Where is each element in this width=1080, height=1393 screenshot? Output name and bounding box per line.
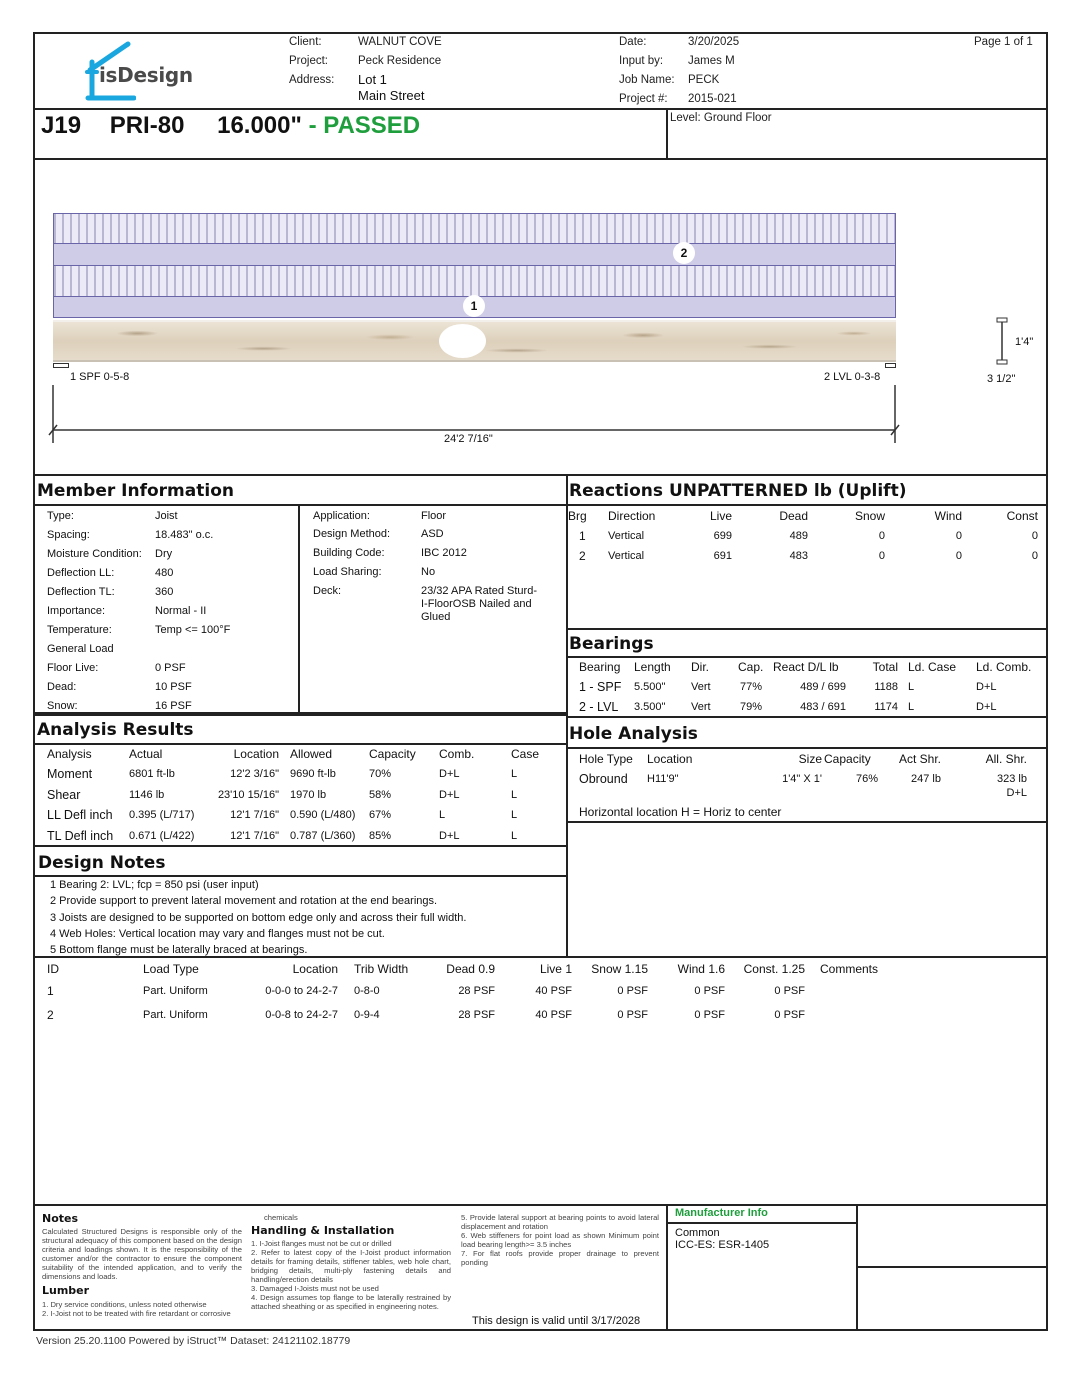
hole-cell: 247 lb [911, 773, 941, 785]
design-note: 1 Bearing 2: LVL; fcp = 850 psi (user input) [50, 879, 259, 891]
reaction-cell: Vertical [608, 550, 645, 562]
design-note: 5 Bottom flange must be laterally braced at bearings. [50, 944, 308, 957]
analysis-rule [33, 743, 568, 745]
hole-note: Horizontal location H = Horiz to center [579, 805, 782, 819]
reaction-cell: Vertical [608, 530, 645, 542]
member-info-value: 18.483" o.c. [155, 529, 214, 541]
member-depth: 16.000" [217, 112, 302, 139]
reaction-cell: 691 [713, 550, 732, 562]
member-info-value: Glued [421, 611, 451, 623]
analysis-cell: 0.395 (L/717) [129, 809, 195, 821]
bearing-cell: 3.500" [634, 701, 666, 713]
member-info-value: 480 [155, 567, 174, 579]
analysis-cell: D+L [439, 829, 460, 842]
chemicals-text: chemicals [264, 1213, 298, 1222]
member-info-rule [33, 504, 568, 506]
version-line: Version 25.20.1100 Powered by iStruct™ Dataset: 24121102.18779 [36, 1335, 351, 1347]
title-divider [666, 108, 668, 160]
job-name-label: Job Name: [619, 74, 675, 86]
analysis-cell: 1970 lb [290, 788, 327, 801]
hole-header: Capacity [824, 752, 871, 766]
hole-header: Hole Type [579, 752, 633, 766]
load-band-1-hatch [53, 265, 896, 297]
handling-item-2: 2. Refer to latest copy of the I-Joist product information details for framing details, stiffener tables, web hole chart, bridging details, multi-ply fastening details and handling/erection details [251, 1248, 451, 1284]
project-value: Peck Residence [358, 55, 442, 67]
analysis-cell: 0.671 (L/422) [129, 829, 195, 842]
member-info-label: Dead: [47, 681, 77, 693]
load-cell: Part. Uniform [143, 1009, 208, 1021]
address-line-1: Lot 1 [358, 72, 387, 87]
address-label: Address: [289, 74, 335, 86]
load-marker-2: 2 [673, 242, 695, 264]
reaction-cell: 699 [713, 530, 732, 542]
bearing-cell: 5.500" [634, 681, 666, 693]
analysis-cell: 9690 ft-lb [290, 768, 336, 780]
member-info-label: Importance: [47, 605, 106, 617]
load-cell: 0-8-0 [354, 985, 380, 997]
analysis-cell: 85% [369, 829, 392, 842]
bearing-right-icon [885, 363, 896, 368]
loads-header: Comments [820, 962, 879, 976]
load-cell: 0 PSF [694, 1009, 725, 1021]
section-ijoist-icon [996, 317, 1010, 365]
load-cell: 0-9-4 [354, 1009, 380, 1021]
loads-header: Const. 1.25 [743, 962, 805, 976]
analysis-cell: 6801 ft-lb [129, 768, 175, 780]
analysis-header: Capacity [369, 747, 416, 761]
load-cell: 28 PSF [458, 1009, 495, 1021]
hole-cell: 76% [855, 773, 878, 785]
load-cell: 0 PSF [694, 985, 725, 997]
lumber-title: Lumber [42, 1284, 90, 1297]
bearings-header: Ld. Case [908, 660, 957, 674]
hole-header: All. Shr. [985, 752, 1027, 766]
member-info-value: Normal - II [155, 605, 207, 617]
reactions-header: Live [709, 509, 732, 523]
analysis-cell: 0.787 (L/360) [290, 829, 356, 842]
member-info-label: Type: [47, 510, 74, 522]
analysis-cell: 23'10 15/16" [217, 788, 279, 801]
load-cell: 0 PSF [617, 985, 648, 997]
manufacturer-rule [666, 1222, 858, 1224]
member-title [41, 113, 420, 139]
load-cell: 40 PSF [535, 985, 572, 997]
reaction-cell: 489 [789, 530, 808, 542]
date-label: Date: [619, 36, 647, 48]
analysis-cell: 1146 lb [129, 788, 165, 801]
member-info-value: Temp <= 100°F [155, 624, 231, 636]
member-product: PRI-80 [109, 112, 185, 139]
analysis-cell: 0.590 (L/480) [290, 809, 356, 821]
hole-cell: 1'4" X 1' [782, 773, 822, 785]
analysis-cell: L [511, 829, 518, 842]
load-cell: 0 PSF [617, 1009, 648, 1021]
bearings-rule [566, 656, 1048, 658]
bearing-cell: 483 / 691 [800, 701, 846, 713]
bearings-header: Bearing [579, 660, 621, 674]
hole-header: Size [798, 752, 822, 766]
member-info-label: Temperature: [47, 624, 112, 636]
member-info-value: 360 [155, 586, 174, 598]
member-info-label: Deflection TL: [47, 586, 115, 598]
member-info-label: Building Code: [313, 547, 385, 559]
bearing-cell: 1188 [874, 681, 898, 693]
client-value: WALNUT COVE [358, 36, 442, 48]
loads-header: Load Type [143, 962, 199, 976]
hole-cell: Obround [579, 772, 628, 786]
design-note: 2 Provide support to prevent lateral movement and rotation at the end bearings. [50, 895, 438, 908]
handling-item-7: 7. For flat roofs provide proper drainage to prevent ponding [461, 1249, 659, 1267]
analysis-cell: D+L [439, 788, 460, 801]
load-cell: 0-0-0 to 24-2-7 [265, 985, 338, 997]
reactions-header: Wind [934, 509, 962, 523]
lumber-item-2: 2. I-Joist not to be treated with fire retardant or corrosive [42, 1309, 231, 1318]
member-info-label: Deflection LL: [47, 567, 115, 579]
reaction-cell: 483 [789, 550, 808, 562]
footer-more-col [461, 1213, 659, 1267]
member-info-label: Floor Live: [47, 662, 99, 674]
handling-title: Handling & Installation [251, 1224, 395, 1237]
reaction-cell: 2 [579, 549, 586, 563]
reaction-cell: 1 [579, 529, 586, 543]
analysis-header: Allowed [290, 747, 333, 761]
valid-until: This design is valid until 3/17/2028 [472, 1315, 641, 1327]
member-info-label: General Load [47, 643, 114, 655]
bearing-cell: L [908, 681, 915, 693]
address-line-2: Main Street [358, 88, 425, 103]
bearing-left-label: 1 SPF 0-5-8 [70, 371, 130, 383]
reactions-header: Dead [779, 509, 808, 523]
loads-header: ID [47, 962, 59, 976]
loads-header: Wind 1.6 [677, 962, 725, 976]
loads-header: Dead 0.9 [446, 962, 495, 976]
load-cell: 28 PSF [458, 985, 495, 997]
analysis-title: Analysis Results [37, 720, 194, 740]
loads-header: Trib Width [354, 962, 409, 976]
member-info-value: Floor [421, 510, 447, 522]
load-band-2 [53, 243, 896, 266]
project-number-label: Project #: [619, 93, 668, 105]
section-depth-label: 1'4" [1015, 336, 1034, 348]
hole-cell: 323 lb [997, 773, 1027, 785]
analysis-cell: 12'2 3/16" [230, 768, 279, 780]
handling-item-3: 3. Damaged I-Joists must not be used [251, 1284, 379, 1293]
member-info-label: Deck: [313, 585, 342, 597]
footer-notes-col [42, 1212, 242, 1318]
member-info-value: I-FloorOSB Nailed and [421, 598, 532, 610]
logo-text: isDesign [99, 63, 193, 87]
loads-header: Live 1 [539, 962, 572, 976]
manufacturer-line-1: Common [675, 1227, 720, 1239]
handling-item-6: 6. Web stiffeners for point load as shown Minimum point load bearing length>= 3.5 inches [461, 1231, 659, 1249]
bearings-header: Total [872, 660, 898, 674]
analysis-cell: L [511, 809, 518, 821]
member-info-value: Joist [155, 510, 178, 522]
analysis-header: Analysis [47, 747, 92, 761]
reaction-cell: 0 [955, 550, 962, 562]
bearing-cell: 489 / 699 [800, 681, 846, 693]
loads-header: Snow 1.15 [591, 962, 648, 976]
footer-handling-col [251, 1213, 451, 1311]
hole-cell: H11'9" [647, 773, 679, 785]
bearing-left-icon [53, 363, 69, 368]
analysis-cell: Moment [47, 767, 93, 781]
bearing-cell: 1174 [874, 701, 898, 713]
footer-right-rule [856, 1266, 1048, 1268]
project-label: Project: [289, 55, 328, 67]
reactions-title: Reactions UNPATTERNED lb (Uplift) [569, 481, 907, 501]
bearings-header: Cap. [738, 660, 764, 674]
analysis-cell: 58% [369, 788, 392, 801]
section-width-label: 3 1/2" [987, 373, 1016, 385]
load-cell: 2 [47, 1008, 54, 1022]
loads-header: Location [292, 962, 338, 976]
analysis-header: Case [511, 747, 540, 761]
analysis-header: Actual [129, 747, 163, 761]
bearing-cell: Vert [691, 701, 711, 713]
manufacturer-line-2: ICC-ES: ESR-1405 [675, 1239, 770, 1251]
analysis-cell: LL Defl inch [47, 808, 113, 822]
member-info-value: ASD [421, 528, 444, 540]
web-hole [439, 324, 486, 358]
right-border [1046, 820, 1048, 960]
date-value: 3/20/2025 [688, 36, 740, 48]
member-info-label: Application: [313, 510, 370, 522]
analysis-cell: L [511, 768, 518, 780]
analysis-header: Location [233, 747, 279, 761]
reactions-header: Const [1006, 509, 1038, 523]
load-cell: Part. Uniform [143, 985, 208, 997]
bearing-cell: 77% [740, 681, 763, 693]
analysis-cell: 67% [369, 809, 392, 821]
reaction-cell: 0 [878, 550, 885, 562]
reactions-rule [566, 504, 1048, 506]
client-label: Client: [289, 36, 322, 48]
page-indicator: Page 1 of 1 [974, 36, 1033, 48]
bearing-cell: D+L [976, 681, 997, 693]
member-id: J19 [41, 112, 82, 139]
reaction-cell: 0 [878, 530, 885, 542]
bearing-cell: 1 - SPF [579, 680, 622, 694]
analysis-cell: 12'1 7/16" [230, 809, 279, 821]
reaction-cell: 0 [1031, 550, 1038, 562]
span-label: 24'2 7/16" [444, 433, 493, 445]
hole-header: Location [647, 752, 693, 766]
analysis-cell: TL Defl inch [47, 828, 114, 843]
bearing-cell: 2 - LVL [579, 700, 619, 714]
hole-header: Act Shr. [898, 752, 941, 766]
bearings-header: React D/L lb [773, 660, 839, 674]
member-info-label: Load Sharing: [313, 566, 382, 578]
design-note: 4 Web Holes: Vertical location may vary and flanges must not be cut. [50, 927, 385, 940]
handling-item-4: 4. Design assumes top flange to be laterally restrained by attached sheathing or as specified in engineering notes. [251, 1293, 451, 1311]
member-info-value: 10 PSF [155, 681, 192, 693]
bearing-cell: Vert [691, 681, 711, 693]
pass-status: - PASSED [308, 112, 421, 139]
reactions-header: Snow [854, 509, 885, 523]
handling-item-5: 5. Provide lateral support at bearing points to avoid lateral displacement and rotation [461, 1213, 659, 1231]
member-info-value: 0 PSF [155, 662, 186, 674]
member-info-label: Snow: [47, 700, 78, 712]
level-label: Level: Ground Floor [670, 112, 772, 124]
analysis-cell: L [439, 809, 446, 821]
load-cell: 0 PSF [774, 985, 805, 997]
handling-item-1: 1. I-Joist flanges must not be cut or drilled [251, 1239, 392, 1248]
input-by-label: Input by: [619, 55, 664, 67]
analysis-cell: Shear [47, 787, 81, 802]
bearings-title: Bearings [569, 634, 654, 654]
member-info-title: Member Information [37, 481, 234, 501]
input-by-value: James M [688, 55, 735, 67]
load-marker-1: 1 [463, 295, 485, 317]
hole-cell: D+L [1006, 787, 1027, 799]
bearing-cell: D+L [976, 701, 997, 713]
project-number-value: 2015-021 [688, 93, 737, 105]
load-cell: 40 PSF [535, 1009, 572, 1021]
reaction-cell: 0 [1031, 530, 1038, 542]
load-cell: 1 [47, 984, 54, 998]
analysis-cell: 70% [369, 768, 392, 780]
notes-text: Calculated Structured Designs is responsible only of the structural adequacy of this component based on the design criteria and loadings shown. It is the responsibility of the customer and/or the contractor to ensure the component suitability of the intended application, and to verify the dimensions and loads. [42, 1227, 242, 1281]
bearings-header: Length [634, 660, 671, 674]
load-cell: 0 PSF [774, 1009, 805, 1021]
design-notes-title: Design Notes [38, 853, 166, 873]
notes-title: Notes [42, 1212, 79, 1225]
bearings-header: Ld. Comb. [976, 660, 1032, 674]
reactions-header: Brg [568, 509, 587, 523]
member-info-value: IBC 2012 [421, 547, 467, 559]
member-info-label: Moisture Condition: [47, 548, 142, 560]
hole-title: Hole Analysis [569, 724, 698, 744]
reaction-cell: 0 [955, 530, 962, 542]
job-name-value: PECK [688, 74, 720, 86]
design-note: 3 Joists are designed to be supported on bottom edge only and across their full width. [50, 911, 467, 924]
analysis-cell: D+L [439, 768, 460, 780]
manufacturer-title: Manufacturer Info [675, 1207, 768, 1219]
load-cell: 0-0-8 to 24-2-7 [265, 1009, 338, 1021]
load-band-2-hatch [53, 213, 896, 244]
bearing-cell: L [908, 701, 915, 713]
logo [84, 40, 204, 102]
bearings-header: Dir. [691, 660, 709, 674]
hole-rule [566, 747, 1048, 749]
member-info-divider [298, 504, 300, 714]
analysis-cell: L [511, 788, 518, 801]
member-info-value: 16 PSF [155, 700, 192, 712]
analysis-cell: 12'1 7/16" [230, 829, 279, 842]
reactions-header: Direction [608, 509, 656, 523]
member-info-value: Dry [155, 548, 173, 560]
analysis-header: Comb. [439, 747, 475, 761]
bearing-right-label: 2 LVL 0-3-8 [824, 371, 881, 383]
bearing-cell: 79% [740, 701, 763, 713]
member-info-value: No [421, 566, 436, 578]
design-notes-rule [33, 875, 568, 877]
member-info-label: Design Method: [313, 528, 391, 540]
member-info-value: 23/32 APA Rated Sturd- [421, 585, 537, 597]
lumber-item-1: 1. Dry service conditions, unless noted otherwise [42, 1300, 207, 1309]
member-info-label: Spacing: [47, 529, 90, 541]
